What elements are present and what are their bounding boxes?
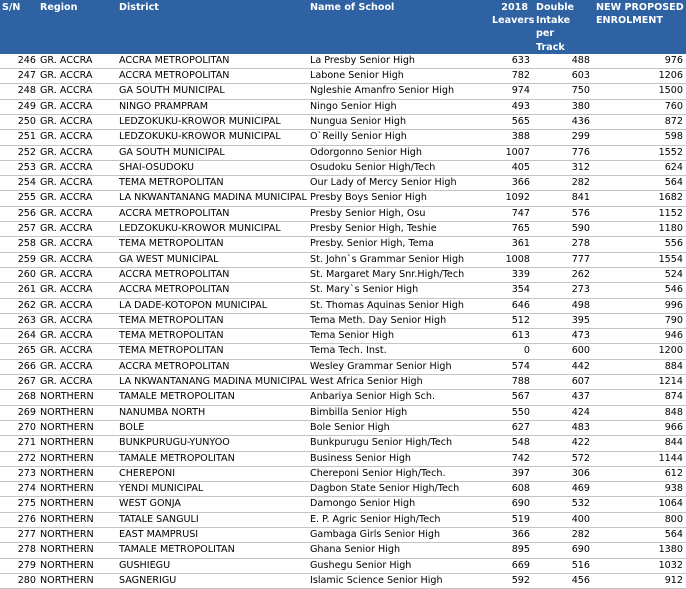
cell-sn: 272 [0,451,37,466]
header-school: Name of School [307,0,489,54]
cell-region: NORTHERN [37,543,116,558]
cell-region: NORTHERN [37,436,116,451]
cell-region: GR. ACCRA [37,99,116,114]
cell-region: NORTHERN [37,451,116,466]
cell-region: GR. ACCRA [37,313,116,328]
cell-sn: 256 [0,206,37,221]
cell-sn: 250 [0,115,37,130]
cell-district: ACCRA METROPOLITAN [116,206,307,221]
table-row [0,160,686,175]
cell-leavers: 565 [489,115,533,130]
cell-enrolment: 844 [593,436,686,451]
cell-leavers: 895 [489,543,533,558]
cell-school: La Presby Senior High [307,54,489,69]
cell-district: ACCRA METROPOLITAN [116,267,307,282]
cell-enrolment: 1032 [593,558,686,573]
cell-double-intake: 306 [533,466,593,481]
cell-double-intake: 400 [533,512,593,527]
cell-district: EAST MAMPRUSI [116,528,307,543]
cell-enrolment: 598 [593,130,686,145]
table-row [0,54,686,69]
cell-leavers: 366 [489,176,533,191]
cell-region: NORTHERN [37,420,116,435]
cell-region: GR. ACCRA [37,252,116,267]
cell-district: TAMALE METROPOLITAN [116,390,307,405]
cell-leavers: 405 [489,160,533,175]
cell-enrolment: 912 [593,573,686,588]
cell-district: GA SOUTH MUNICIPAL [116,145,307,160]
cell-sn: 248 [0,84,37,99]
cell-double-intake: 483 [533,420,593,435]
table-row [0,390,686,405]
cell-school: Tema Senior High [307,329,489,344]
cell-region: GR. ACCRA [37,237,116,252]
cell-region: NORTHERN [37,573,116,588]
cell-district: ACCRA METROPOLITAN [116,359,307,374]
cell-leavers: 548 [489,436,533,451]
cell-enrolment: 884 [593,359,686,374]
cell-school: Bole Senior High [307,420,489,435]
cell-region: GR. ACCRA [37,222,116,237]
cell-school: St. Thomas Aquinas Senior High [307,298,489,313]
cell-district: ACCRA METROPOLITAN [116,54,307,69]
cell-district: LEDZOKUKU-KROWOR MUNICIPAL [116,130,307,145]
table-row [0,283,686,298]
cell-district: LEDZOKUKU-KROWOR MUNICIPAL [116,222,307,237]
cell-leavers: 361 [489,237,533,252]
cell-enrolment: 976 [593,54,686,69]
table-row [0,573,686,588]
cell-leavers: 646 [489,298,533,313]
table-row [0,329,686,344]
cell-region: GR. ACCRA [37,206,116,221]
cell-school: Business Senior High [307,451,489,466]
cell-district: TAMALE METROPOLITAN [116,543,307,558]
table-row [0,298,686,313]
table-row [0,436,686,451]
cell-school: St. John`s Grammar Senior High [307,252,489,267]
cell-region: GR. ACCRA [37,69,116,84]
cell-enrolment: 1206 [593,69,686,84]
cell-sn: 247 [0,69,37,84]
table-row [0,176,686,191]
cell-enrolment: 612 [593,466,686,481]
cell-school: Bunkpurugu Senior High/Tech [307,436,489,451]
table-row [0,115,686,130]
cell-school: Presby. Senior High, Tema [307,237,489,252]
cell-district: GA WEST MUNICIPAL [116,252,307,267]
cell-sn: 249 [0,99,37,114]
header-enrolment: NEW PROPOSED ENROLMENT [593,0,686,54]
cell-sn: 269 [0,405,37,420]
cell-district: SHAI-OSUDOKU [116,160,307,175]
cell-double-intake: 841 [533,191,593,206]
cell-region: GR. ACCRA [37,298,116,313]
table-row [0,99,686,114]
table-row [0,191,686,206]
cell-region: GR. ACCRA [37,115,116,130]
cell-region: GR. ACCRA [37,145,116,160]
cell-school: St. Margaret Mary Snr.High/Tech [307,267,489,282]
cell-double-intake: 273 [533,283,593,298]
cell-region: GR. ACCRA [37,191,116,206]
cell-region: NORTHERN [37,390,116,405]
cell-double-intake: 572 [533,451,593,466]
table-row [0,252,686,267]
table-row [0,237,686,252]
cell-school: O`Reilly Senior High [307,130,489,145]
cell-sn: 264 [0,329,37,344]
cell-district: TEMA METROPOLITAN [116,237,307,252]
cell-enrolment: 1214 [593,375,686,390]
cell-district: LA NKWANTANANG MADINA MUNICIPAL [116,375,307,390]
cell-district: LA DADE-KOTOPON MUNICIPAL [116,298,307,313]
cell-school: Presby Senior High, Osu [307,206,489,221]
cell-leavers: 397 [489,466,533,481]
cell-leavers: 388 [489,130,533,145]
cell-school: Gambaga Girls Senior High [307,528,489,543]
cell-enrolment: 1554 [593,252,686,267]
cell-enrolment: 874 [593,390,686,405]
cell-sn: 278 [0,543,37,558]
cell-district: CHEREPONI [116,466,307,481]
table-row [0,497,686,512]
cell-region: GR. ACCRA [37,84,116,99]
cell-region: NORTHERN [37,482,116,497]
table-row [0,313,686,328]
cell-sn: 265 [0,344,37,359]
cell-sn: 257 [0,222,37,237]
cell-district: NANUMBA NORTH [116,405,307,420]
cell-school: E. P. Agric Senior High/Tech [307,512,489,527]
cell-school: Bimbilla Senior High [307,405,489,420]
cell-district: BOLE [116,420,307,435]
table-row [0,222,686,237]
cell-region: GR. ACCRA [37,176,116,191]
cell-enrolment: 760 [593,99,686,114]
cell-leavers: 788 [489,375,533,390]
cell-school: Odorgonno Senior High [307,145,489,160]
table-row [0,130,686,145]
cell-region: NORTHERN [37,528,116,543]
cell-double-intake: 380 [533,99,593,114]
cell-enrolment: 996 [593,298,686,313]
cell-double-intake: 299 [533,130,593,145]
cell-enrolment: 946 [593,329,686,344]
cell-school: Ningo Senior High [307,99,489,114]
table-row [0,528,686,543]
cell-district: TEMA METROPOLITAN [116,176,307,191]
cell-sn: 251 [0,130,37,145]
cell-region: GR. ACCRA [37,54,116,69]
cell-district: TAMALE METROPOLITAN [116,451,307,466]
table-row [0,206,686,221]
cell-leavers: 627 [489,420,533,435]
cell-leavers: 747 [489,206,533,221]
cell-sn: 246 [0,54,37,69]
cell-region: GR. ACCRA [37,344,116,359]
cell-sn: 273 [0,466,37,481]
cell-enrolment: 624 [593,160,686,175]
cell-double-intake: 456 [533,573,593,588]
cell-double-intake: 750 [533,84,593,99]
cell-sn: 275 [0,497,37,512]
cell-double-intake: 576 [533,206,593,221]
cell-enrolment: 872 [593,115,686,130]
cell-region: GR. ACCRA [37,375,116,390]
cell-leavers: 512 [489,313,533,328]
table-row [0,512,686,527]
table-row [0,145,686,160]
cell-district: LEDZOKUKU-KROWOR MUNICIPAL [116,115,307,130]
cell-leavers: 366 [489,528,533,543]
cell-leavers: 613 [489,329,533,344]
cell-district: TEMA METROPOLITAN [116,344,307,359]
cell-school: Islamic Science Senior High [307,573,489,588]
cell-leavers: 550 [489,405,533,420]
table-row [0,466,686,481]
cell-double-intake: 436 [533,115,593,130]
header-leavers: 2018 Leavers [489,0,533,54]
table-row [0,344,686,359]
cell-double-intake: 488 [533,54,593,69]
cell-leavers: 974 [489,84,533,99]
cell-sn: 279 [0,558,37,573]
cell-school: Ghana Senior High [307,543,489,558]
cell-enrolment: 1152 [593,206,686,221]
cell-double-intake: 469 [533,482,593,497]
cell-sn: 262 [0,298,37,313]
cell-region: NORTHERN [37,466,116,481]
cell-school: Wesley Grammar Senior High [307,359,489,374]
cell-double-intake: 516 [533,558,593,573]
cell-double-intake: 607 [533,375,593,390]
cell-enrolment: 1064 [593,497,686,512]
cell-leavers: 669 [489,558,533,573]
cell-sn: 277 [0,528,37,543]
cell-double-intake: 498 [533,298,593,313]
cell-district: TATALE SANGULI [116,512,307,527]
cell-school: Gushegu Senior High [307,558,489,573]
cell-sn: 261 [0,283,37,298]
cell-leavers: 782 [489,69,533,84]
cell-enrolment: 1552 [593,145,686,160]
header-district: District [116,0,307,54]
table-row [0,405,686,420]
cell-region: NORTHERN [37,497,116,512]
cell-double-intake: 473 [533,329,593,344]
table-row [0,420,686,435]
cell-enrolment: 556 [593,237,686,252]
cell-school: Tema Tech. Inst. [307,344,489,359]
cell-sn: 263 [0,313,37,328]
cell-school: Labone Senior High [307,69,489,84]
table-row [0,267,686,282]
table-row [0,543,686,558]
cell-sn: 271 [0,436,37,451]
cell-double-intake: 395 [533,313,593,328]
cell-school: Chereponi Senior High/Tech. [307,466,489,481]
table-row [0,558,686,573]
cell-school: Damongo Senior High [307,497,489,512]
cell-school: Tema Meth. Day Senior High [307,313,489,328]
cell-double-intake: 424 [533,405,593,420]
cell-school: St. Mary`s Senior High [307,283,489,298]
cell-double-intake: 442 [533,359,593,374]
cell-sn: 276 [0,512,37,527]
cell-district: TEMA METROPOLITAN [116,313,307,328]
cell-double-intake: 532 [533,497,593,512]
cell-enrolment: 1500 [593,84,686,99]
cell-leavers: 1007 [489,145,533,160]
cell-leavers: 0 [489,344,533,359]
cell-district: NINGO PRAMPRAM [116,99,307,114]
cell-enrolment: 966 [593,420,686,435]
cell-double-intake: 600 [533,344,593,359]
cell-sn: 268 [0,390,37,405]
cell-enrolment: 790 [593,313,686,328]
cell-region: GR. ACCRA [37,359,116,374]
cell-enrolment: 546 [593,283,686,298]
cell-leavers: 567 [489,390,533,405]
cell-region: GR. ACCRA [37,130,116,145]
cell-region: GR. ACCRA [37,329,116,344]
cell-sn: 274 [0,482,37,497]
cell-double-intake: 603 [533,69,593,84]
cell-leavers: 608 [489,482,533,497]
cell-region: GR. ACCRA [37,267,116,282]
cell-district: TEMA METROPOLITAN [116,329,307,344]
cell-enrolment: 564 [593,528,686,543]
cell-double-intake: 776 [533,145,593,160]
cell-enrolment: 938 [593,482,686,497]
table-row [0,84,686,99]
table-row [0,482,686,497]
table-row [0,359,686,374]
cell-double-intake: 422 [533,436,593,451]
cell-sn: 253 [0,160,37,175]
cell-district: ACCRA METROPOLITAN [116,69,307,84]
cell-sn: 254 [0,176,37,191]
cell-sn: 252 [0,145,37,160]
cell-leavers: 1008 [489,252,533,267]
cell-region: NORTHERN [37,405,116,420]
table-header [0,0,686,54]
cell-school: Dagbon State Senior High/Tech [307,482,489,497]
cell-region: NORTHERN [37,558,116,573]
cell-double-intake: 278 [533,237,593,252]
cell-sn: 280 [0,573,37,588]
cell-district: WEST GONJA [116,497,307,512]
cell-region: NORTHERN [37,512,116,527]
cell-leavers: 574 [489,359,533,374]
table-row [0,375,686,390]
cell-double-intake: 437 [533,390,593,405]
cell-school: Our Lady of Mercy Senior High [307,176,489,191]
cell-double-intake: 282 [533,176,593,191]
cell-enrolment: 1682 [593,191,686,206]
cell-sn: 267 [0,375,37,390]
cell-double-intake: 282 [533,528,593,543]
cell-school: Nungua Senior High [307,115,489,130]
cell-leavers: 765 [489,222,533,237]
cell-leavers: 354 [489,283,533,298]
cell-double-intake: 777 [533,252,593,267]
cell-school: West Africa Senior High [307,375,489,390]
cell-leavers: 690 [489,497,533,512]
cell-region: GR. ACCRA [37,160,116,175]
cell-region: GR. ACCRA [37,283,116,298]
cell-double-intake: 262 [533,267,593,282]
cell-enrolment: 1144 [593,451,686,466]
cell-sn: 258 [0,237,37,252]
cell-enrolment: 1380 [593,543,686,558]
cell-leavers: 1092 [489,191,533,206]
cell-district: SAGNERIGU [116,573,307,588]
cell-district: GUSHIEGU [116,558,307,573]
cell-sn: 259 [0,252,37,267]
cell-enrolment: 1200 [593,344,686,359]
cell-leavers: 592 [489,573,533,588]
cell-enrolment: 1180 [593,222,686,237]
cell-school: Presby Senior High, Teshie [307,222,489,237]
cell-leavers: 339 [489,267,533,282]
cell-sn: 255 [0,191,37,206]
cell-school: Anbariya Senior High Sch. [307,390,489,405]
cell-leavers: 493 [489,99,533,114]
cell-double-intake: 312 [533,160,593,175]
cell-district: YENDI MUNICIPAL [116,482,307,497]
cell-sn: 270 [0,420,37,435]
cell-district: ACCRA METROPOLITAN [116,283,307,298]
cell-school: Presby Boys Senior High [307,191,489,206]
cell-school: Osudoku Senior High/Tech [307,160,489,175]
header-region: Region [37,0,116,54]
header-row [0,0,686,54]
cell-sn: 260 [0,267,37,282]
cell-enrolment: 564 [593,176,686,191]
cell-enrolment: 800 [593,512,686,527]
table-row [0,69,686,84]
cell-district: GA SOUTH MUNICIPAL [116,84,307,99]
cell-enrolment: 524 [593,267,686,282]
header-sn: S/N [0,0,37,54]
cell-double-intake: 690 [533,543,593,558]
cell-school: Ngleshie Amanfro Senior High [307,84,489,99]
table-body [0,54,686,589]
cell-double-intake: 590 [533,222,593,237]
cell-district: BUNKPURUGU-YUNYOO [116,436,307,451]
cell-enrolment: 848 [593,405,686,420]
cell-leavers: 633 [489,54,533,69]
header-double-intake: Double Intake per Track [533,0,593,54]
cell-leavers: 519 [489,512,533,527]
table-row [0,451,686,466]
cell-district: LA NKWANTANANG MADINA MUNICIPAL [116,191,307,206]
cell-leavers: 742 [489,451,533,466]
cell-sn: 266 [0,359,37,374]
